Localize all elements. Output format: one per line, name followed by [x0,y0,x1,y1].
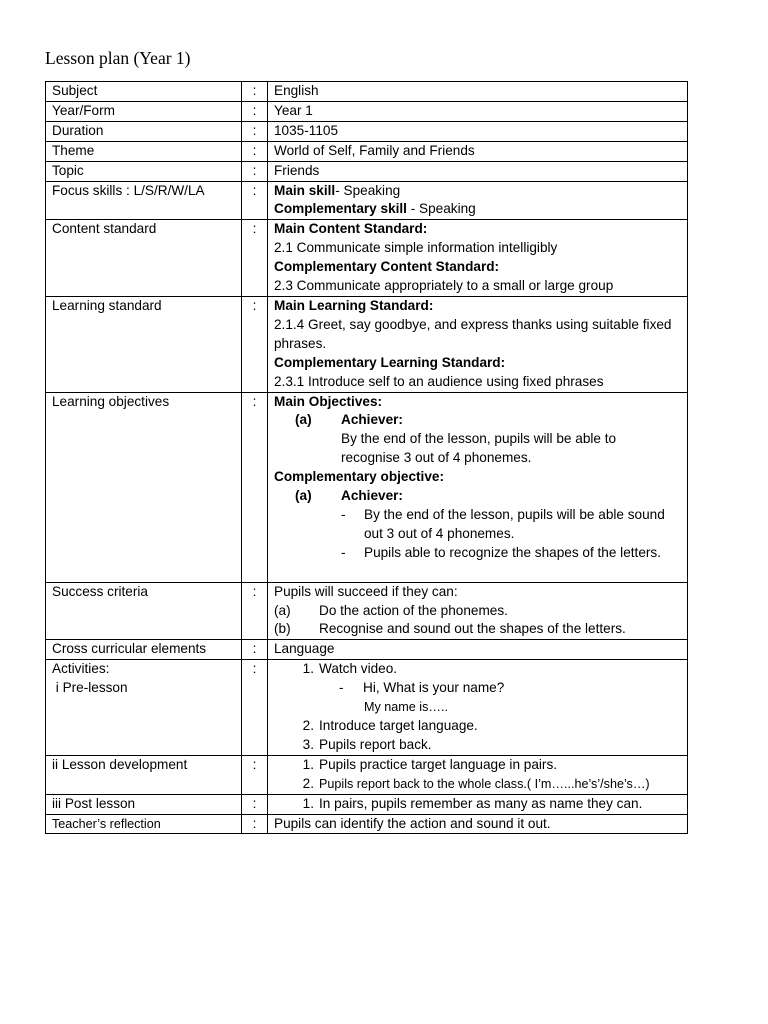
row-value [268,181,688,220]
table-row-learning-objectives [46,392,688,582]
item-marker: (a) [295,412,312,428]
row-value [268,794,688,814]
separator: : [242,582,268,640]
row-value [268,755,688,794]
complementary-content-text: 2.3 Communicate appropriately to a small or large group [274,278,614,294]
activity-item [274,795,681,814]
separator: : [242,161,268,181]
achiever-heading: Achiever: [341,488,403,504]
row-value: English [268,82,688,102]
dash-marker: - [341,544,346,560]
complementary-skill-heading: Complementary skill [274,201,407,217]
table-row-topic [46,161,688,181]
row-value [268,296,688,392]
activities-label: Activities: [52,661,110,677]
table-row-year [46,101,688,121]
separator: : [242,121,268,141]
objective-item [274,487,681,506]
table-row-duration [46,121,688,141]
row-value: Friends [268,161,688,181]
bullet-text: Pupils able to recognize the shapes of the letters. [364,544,661,560]
bullet-line: out 3 out of 4 phonemes. [364,525,515,541]
complementary-learning-text: 2.3.1 Introduce self to an audience using fixed phrases [274,373,604,389]
criteria-item [274,602,681,621]
item-number: 1. [302,756,314,772]
row-label: Subject [46,82,242,102]
item-number: 1. [302,661,314,677]
complementary-learning-heading: Complementary Learning Standard: [274,354,506,370]
row-label: Learning standard [46,296,242,392]
row-label: ii Lesson development [46,755,242,794]
row-label: Teacher’s reflection [46,814,242,834]
objective-bullet [274,544,681,563]
complementary-content-heading: Complementary Content Standard: [274,259,500,275]
dash-marker: - [339,680,344,696]
activity-item [274,775,681,794]
achiever-heading: Achiever: [341,412,403,428]
item-marker: (a) [295,488,312,504]
main-skill-heading: Main skill [274,182,336,198]
activity-text: Watch video. [319,661,398,677]
criteria-text: Do the action of the phonemes. [319,602,508,618]
item-marker: (b) [274,621,291,637]
activity-text: Pupils report back. [319,736,432,752]
activity-text: Pupils practice target language in pairs. [319,756,558,772]
activity-subtext: Hi, What is your name? [363,680,505,696]
row-label: Cross curricular elements [46,640,242,660]
item-number: 3. [302,736,314,752]
table-row-content-standard [46,220,688,297]
main-skill-text: - Speaking [335,182,401,198]
success-intro: Pupils will succeed if they can: [274,583,458,599]
separator: : [242,794,268,814]
objective-bullet [274,506,681,544]
separator: : [242,101,268,121]
table-row-subject [46,82,688,102]
activity-subtext: My name is….. [364,700,448,715]
page-title: Lesson plan (Year 1) [45,48,191,68]
separator: : [242,392,268,582]
table-row-success-criteria [46,582,688,640]
main-learning-heading: Main Learning Standard: [274,297,434,313]
main-learning-text: 2.1.4 Greet, say goodbye, and express thanks using suitable fixed phrases. [274,316,672,351]
objective-item [274,411,681,430]
lesson-plan-table [45,81,688,834]
criteria-text: Recognise and sound out the shapes of the letters. [319,621,626,637]
row-label: Learning objectives [46,392,242,582]
row-value: 1035-1105 [268,121,688,141]
bullet-line: By the end of the lesson, pupils will be able sound [364,506,665,522]
separator: : [242,814,268,834]
complementary-skill-line [274,200,681,219]
criteria-item [274,620,681,639]
table-row-cross-curricular [46,640,688,660]
row-label: iii Post lesson [46,794,242,814]
table-row-activities [46,660,688,756]
row-label: Focus skills : L/S/R/W/LA [46,181,242,220]
row-label [46,660,242,756]
table-row-focus-skills [46,181,688,220]
separator: : [242,220,268,297]
row-label: Success criteria [46,582,242,640]
item-number: 1. [302,795,314,811]
main-objectives-heading: Main Objectives: [274,393,383,409]
separator: : [242,755,268,794]
row-value: Pupils can identify the action and sound it out. [268,814,688,834]
table-row-lesson-development [46,755,688,794]
separator: : [242,660,268,756]
activity-text: Introduce target language. [319,718,478,733]
row-value: Language [268,640,688,660]
activity-item [274,756,681,775]
row-value: Year 1 [268,101,688,121]
item-marker: (a) [274,602,291,618]
activity-item [274,736,681,755]
objective-text: recognise 3 out of 4 phonemes. [341,450,532,466]
activity-subitem [274,679,681,698]
separator: : [242,296,268,392]
item-number: 2. [302,775,314,791]
row-value [268,392,688,582]
complementary-objective-heading: Complementary objective: [274,469,444,485]
bullet-text [364,506,665,544]
row-label: Year/Form [46,101,242,121]
row-value [268,220,688,297]
row-label: Theme [46,141,242,161]
table-row-theme [46,141,688,161]
objective-text: By the end of the lesson, pupils will be able to [341,431,617,447]
row-label: Content standard [46,220,242,297]
activity-text: In pairs, pupils remember as many as name they can. [319,795,643,811]
separator: : [242,82,268,102]
item-number: 2. [302,718,314,733]
row-value: World of Self, Family and Friends [268,141,688,161]
separator: : [242,181,268,220]
main-content-heading: Main Content Standard: [274,221,428,237]
table-row-teacher-reflection [46,814,688,834]
main-skill-line [274,182,681,201]
row-label: Topic [46,161,242,181]
separator: : [242,640,268,660]
pre-lesson-label: i Pre-lesson [52,680,128,696]
dash-marker: - [341,506,346,522]
activity-item [274,717,681,736]
table-row-learning-standard [46,296,688,392]
row-label: Duration [46,121,242,141]
row-value [268,582,688,640]
separator: : [242,141,268,161]
row-value [268,660,688,756]
activity-text: Pupils report back to the whole class.( I’m…...he’s’/she’s…) [319,776,650,791]
table-row-post-lesson [46,794,688,814]
main-content-text: 2.1 Communicate simple information intelligibly [274,240,558,256]
complementary-skill-text: - Speaking [406,201,476,217]
activity-item [274,660,681,679]
